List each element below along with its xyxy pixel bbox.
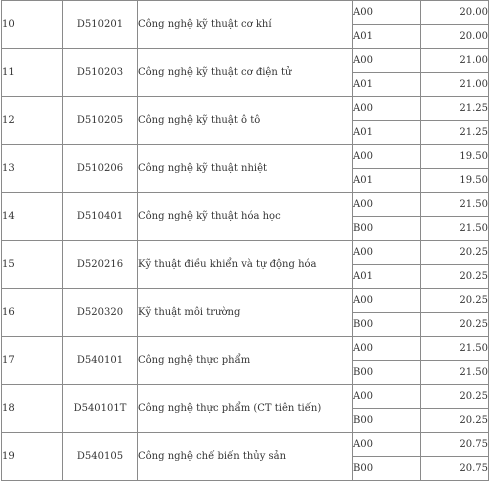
cutoff-score: 20.00 <box>421 25 489 49</box>
row-number: 18 <box>2 385 63 433</box>
subject-block: A00 <box>353 49 421 73</box>
cutoff-score: 20.75 <box>421 433 489 457</box>
table-row <box>2 145 489 169</box>
row-number: 15 <box>2 241 63 289</box>
table-row <box>2 337 489 361</box>
cutoff-score: 20.00 <box>421 1 489 25</box>
major-code: D520216 <box>63 241 138 289</box>
table-row <box>2 385 489 409</box>
subject-block: A00 <box>353 241 421 265</box>
major-name: Công nghệ thực phẩm <box>138 337 353 385</box>
cutoff-score: 21.50 <box>421 193 489 217</box>
major-code: D510201 <box>63 1 138 49</box>
table-row <box>2 241 489 265</box>
row-number: 17 <box>2 337 63 385</box>
cutoff-score: 21.50 <box>421 217 489 241</box>
major-name: Kỹ thuật điều khiển và tự động hóa <box>138 241 353 289</box>
major-name: Kỹ thuật môi trường <box>138 289 353 337</box>
cutoff-score: 19.50 <box>421 169 489 193</box>
subject-block: A00 <box>353 97 421 121</box>
row-number: 12 <box>2 97 63 145</box>
row-number: 14 <box>2 193 63 241</box>
major-code: D510203 <box>63 49 138 97</box>
cutoff-score: 20.25 <box>421 385 489 409</box>
subject-block: B00 <box>353 457 421 481</box>
table-row <box>2 1 489 25</box>
major-code: D540101 <box>63 337 138 385</box>
subject-block: A00 <box>353 289 421 313</box>
table-row <box>2 433 489 457</box>
table-row <box>2 289 489 313</box>
row-number: 16 <box>2 289 63 337</box>
subject-block: B00 <box>353 217 421 241</box>
row-number: 19 <box>2 433 63 481</box>
subject-block: A00 <box>353 385 421 409</box>
cutoff-score: 20.75 <box>421 457 489 481</box>
cutoff-score: 21.25 <box>421 121 489 145</box>
table-body <box>2 1 489 481</box>
major-code: D510205 <box>63 97 138 145</box>
cutoff-score: 21.50 <box>421 337 489 361</box>
subject-block: A01 <box>353 169 421 193</box>
subject-block: B00 <box>353 361 421 385</box>
subject-block: A01 <box>353 25 421 49</box>
major-name: Công nghệ kỹ thuật cơ khí <box>138 1 353 49</box>
subject-block: A01 <box>353 265 421 289</box>
major-name: Công nghệ kỹ thuật cơ điện tử <box>138 49 353 97</box>
cutoff-score: 19.50 <box>421 145 489 169</box>
subject-block: A01 <box>353 121 421 145</box>
major-name: Công nghệ kỹ thuật nhiệt <box>138 145 353 193</box>
cutoff-score: 21.00 <box>421 73 489 97</box>
major-name: Công nghệ chế biến thủy sản <box>138 433 353 481</box>
table-row <box>2 49 489 73</box>
major-name: Công nghệ kỹ thuật hóa học <box>138 193 353 241</box>
subject-block: B00 <box>353 409 421 433</box>
cutoff-score: 20.25 <box>421 265 489 289</box>
cutoff-score: 21.50 <box>421 361 489 385</box>
cutoff-score: 20.25 <box>421 313 489 337</box>
major-code: D510401 <box>63 193 138 241</box>
major-code: D540101T <box>63 385 138 433</box>
row-number: 11 <box>2 49 63 97</box>
subject-block: A00 <box>353 1 421 25</box>
major-code: D510206 <box>63 145 138 193</box>
subject-block: A00 <box>353 433 421 457</box>
subject-block: A00 <box>353 337 421 361</box>
subject-block: A01 <box>353 73 421 97</box>
admissions-score-table <box>1 0 489 481</box>
major-code: D520320 <box>63 289 138 337</box>
cutoff-score: 20.25 <box>421 241 489 265</box>
subject-block: A00 <box>353 145 421 169</box>
subject-block: B00 <box>353 313 421 337</box>
row-number: 13 <box>2 145 63 193</box>
row-number: 10 <box>2 1 63 49</box>
major-code: D540105 <box>63 433 138 481</box>
major-name: Công nghệ thực phẩm (CT tiên tiến) <box>138 385 353 433</box>
cutoff-score: 21.00 <box>421 49 489 73</box>
cutoff-score: 20.25 <box>421 289 489 313</box>
cutoff-score: 21.25 <box>421 97 489 121</box>
major-name: Công nghệ kỹ thuật ô tô <box>138 97 353 145</box>
subject-block: A00 <box>353 193 421 217</box>
table-row <box>2 97 489 121</box>
cutoff-score: 20.25 <box>421 409 489 433</box>
table-row <box>2 193 489 217</box>
